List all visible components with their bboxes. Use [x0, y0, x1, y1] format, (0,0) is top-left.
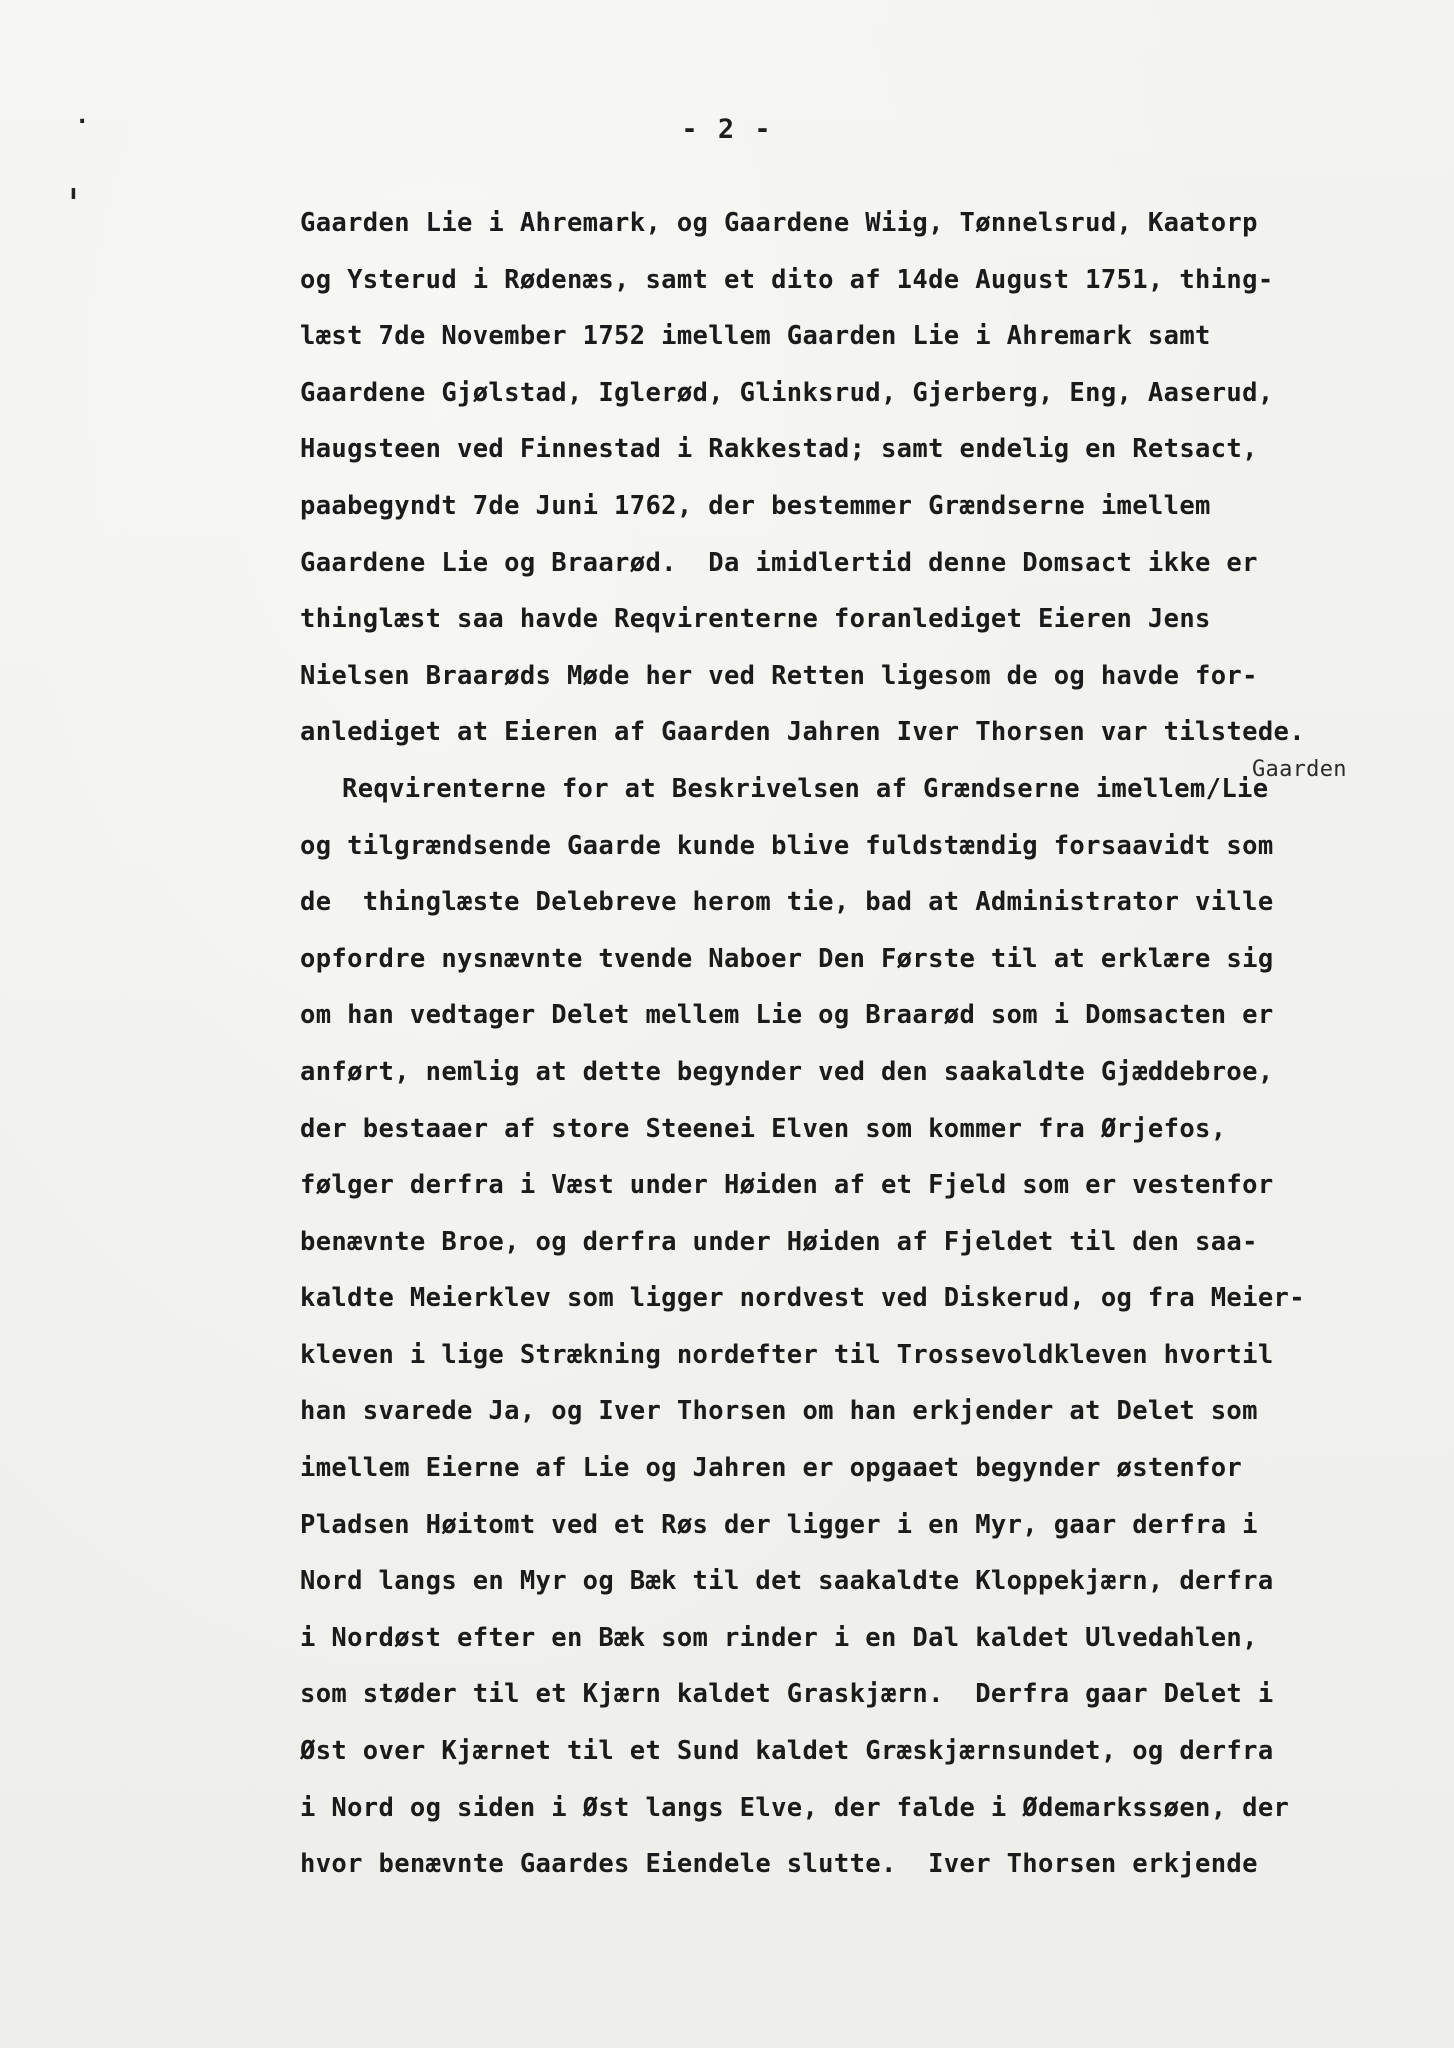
text-line: Gaardene Gjølstad, Iglerød, Glinksrud, Gjerberg, Eng, Aaserud, — [300, 377, 1274, 408]
text-line: kleven i lige Strækning nordefter til Trossevoldkleven hvortil — [300, 1339, 1274, 1370]
text-line: benævnte Broe, og derfra under Høiden af Fjeldet til den saa- — [300, 1226, 1258, 1257]
handwritten-insertion: Gaarden — [1252, 757, 1347, 782]
margin-mark-top: . — [78, 104, 87, 129]
margin-mark-bottom: ı — [70, 180, 77, 204]
text-line: læst 7de November 1752 imellem Gaarden Lie i Ahremark samt — [300, 321, 1211, 352]
text-line: og tilgrændsende Gaarde kunde blive fuldstændig forsaavidt som — [300, 830, 1274, 861]
text-line: han svarede Ja, og Iver Thorsen om han erkjender at Delet som — [300, 1396, 1258, 1427]
text-line: følger derfra i Væst under Høiden af et Fjeld som er vestenfor — [300, 1170, 1274, 1201]
text-line: Nord langs en Myr og Bæk til det saakaldte Kloppekjærn, derfra — [300, 1566, 1274, 1597]
text-line: Nielsen Braarøds Møde her ved Retten ligesom de og havde for- — [300, 660, 1258, 691]
text-line: i Nord og siden i Øst langs Elve, der falde i Ødemarkssøen, der — [300, 1792, 1290, 1823]
text-line: Haugsteen ved Finnestad i Rakkestad; samt endelig en Retsact, — [300, 434, 1258, 465]
text-line: Gaardene Lie og Braarød. Da imidlertid denne Domsact ikke er — [300, 547, 1258, 578]
text-line: thinglæst saa havde Reqvirenterne foranlediget Eieren Jens — [300, 604, 1211, 635]
document-body — [300, 195, 1430, 1893]
text-line: anført, nemlig at dette begynder ved den saakaldte Gjæddebroe, — [300, 1056, 1274, 1087]
text-line: Pladsen Høitomt ved et Røs der ligger i en Myr, gaar derfra i — [300, 1509, 1258, 1540]
text-line: Øst over Kjærnet til et Sund kaldet Græskjærnsundet, og derfra — [300, 1736, 1274, 1767]
text-line: paabegyndt 7de Juni 1762, der bestemmer Grændserne imellem — [300, 490, 1211, 521]
text-line: og Ysterud i Rødenæs, samt et dito af 14de August 1751, thing- — [300, 264, 1274, 295]
text-line-paragraph-start: Reqvirenterne for at Beskrivelsen af Grændserne imellem/Lie — [342, 773, 1269, 804]
text-line: kaldte Meierklev som ligger nordvest ved Diskerud, og fra Meier- — [300, 1283, 1305, 1314]
text-line: de thinglæste Delebreve herom tie, bad at Administrator ville — [300, 887, 1274, 918]
text-line: som støder til et Kjærn kaldet Graskjærn. Derfra gaar Delet i — [300, 1679, 1274, 1710]
text-line: opfordre nysnævnte tvende Naboer Den Første til at erklære sig — [300, 943, 1274, 974]
text-line: Gaarden Lie i Ahremark, og Gaardene Wiig, Tønnelsrud, Kaatorp — [300, 208, 1258, 238]
page-number: - 2 - — [681, 114, 773, 145]
text-line: hvor benævnte Gaardes Eiendele slutte. Iver Thorsen erkjende — [300, 1849, 1258, 1880]
text-line: der bestaaer af store Steenei Elven som kommer fra Ørjefos, — [300, 1113, 1227, 1144]
text-line: imellem Eierne af Lie og Jahren er opgaaet begynder østenfor — [300, 1453, 1243, 1484]
text-line: i Nordøst efter en Bæk som rinder i en Dal kaldet Ulvedahlen, — [300, 1622, 1258, 1653]
text-line: om han vedtager Delet mellem Lie og Braarød som i Domsacten er — [300, 1000, 1274, 1031]
text-line: anlediget at Eieren af Gaarden Jahren Iver Thorsen var tilstede. — [300, 717, 1305, 748]
